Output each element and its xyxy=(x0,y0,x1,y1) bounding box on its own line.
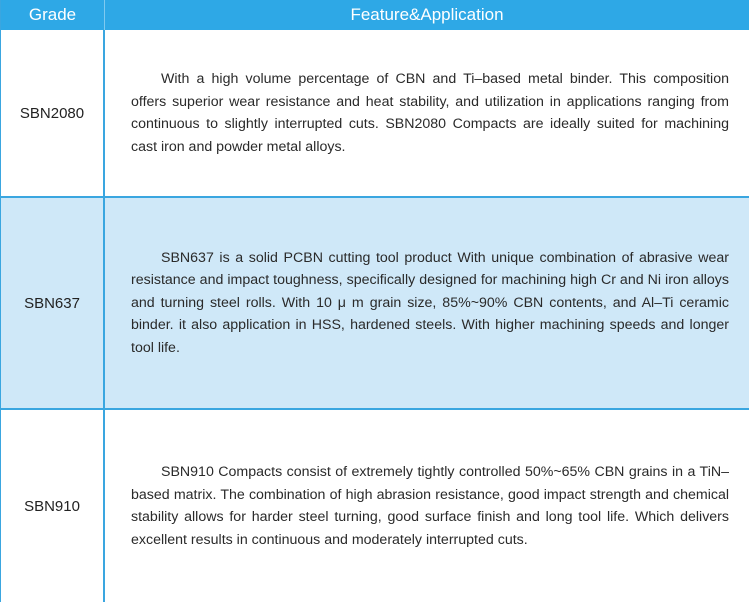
column-divider xyxy=(103,198,105,408)
feature-cell xyxy=(131,30,729,196)
grade-cell: SBN637 xyxy=(24,294,80,312)
feature-cell xyxy=(131,410,729,602)
feature-column-header: Feature&Application xyxy=(350,5,504,24)
feature-text: With a high volume percentage of CBN and Ti–based metal binder. This composition offers superior wear resistance and heat stability, and utilization in applications ranging from continuous to slightly interrupted cuts. SBN2080 Compacts are ideally suited for machining cast iron and powder metal alloys. xyxy=(131,71,729,155)
grade-cell: SBN910 xyxy=(24,497,80,515)
column-divider xyxy=(103,30,105,196)
grade-column-header: Grade xyxy=(28,5,77,24)
table-row xyxy=(1,198,749,410)
table-row xyxy=(1,30,749,198)
feature-cell xyxy=(131,198,729,408)
feature-text: SBN637 is a solid PCBN cutting tool product With unique combination of abrasive wear resistance and impact toughness, specifically designed for machining high Cr and Ni iron alloys and turning steel rolls. With 10 μ m grain size, 85%~90% CBN contents, and Al–Ti ceramic binder. it also application in HSS, hardened steels. With higher machining speeds and longer tool life. xyxy=(131,249,729,356)
column-divider xyxy=(103,410,105,602)
table-row xyxy=(1,410,749,602)
grade-cell: SBN2080 xyxy=(19,104,85,122)
table-header xyxy=(1,0,749,30)
feature-text: SBN910 Compacts consist of extremely tightly controlled 50%~65% CBN grains in a TiN–based matrix. The combination of high abrasion resistance, good impact strength and chemical stability allows for harder steel turning, good surface finish and long tool life. Which delivers excellent results in continuous and moderately interrupted cuts. xyxy=(131,464,729,548)
